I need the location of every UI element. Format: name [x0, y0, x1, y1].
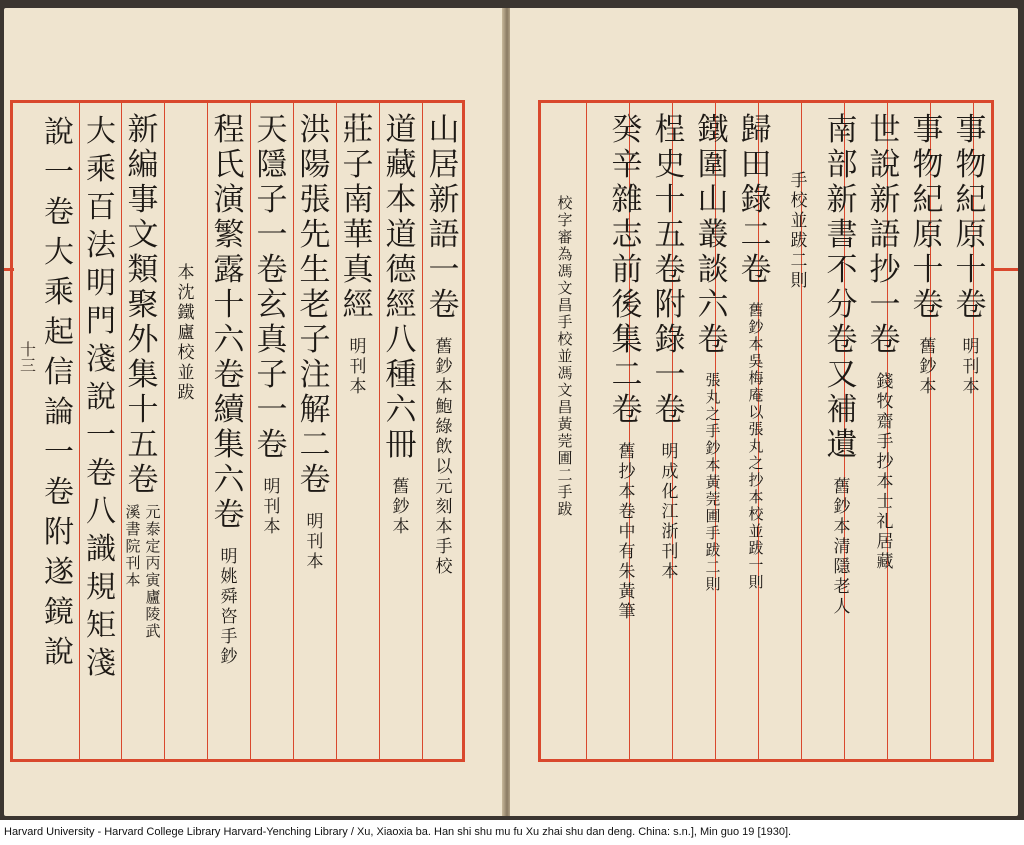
left-text-frame	[10, 100, 465, 762]
entry-title: 莊子南華真經	[342, 112, 374, 323]
entry-title: 事物紀原十卷	[955, 112, 987, 323]
entry-title: 山居新語一卷	[428, 112, 460, 323]
entry-note: 元泰定丙寅廬陵武	[145, 503, 161, 640]
entry-column	[81, 113, 121, 749]
entry-note: 明刊本	[263, 477, 281, 537]
entry-note: 明姚舜咨手鈔	[220, 547, 238, 667]
entry-note: 溪書院刊本	[125, 503, 141, 589]
entry-column	[209, 113, 249, 749]
entry-title: 天隱子一卷玄真子一卷	[256, 112, 288, 463]
entry-note: 錢牧齋手抄本士礼居藏	[876, 372, 894, 572]
entry-column	[908, 113, 948, 749]
entry-column	[736, 113, 776, 749]
entry-note: 舊鈔本	[392, 477, 410, 537]
entry-title: 道藏本道德經八種六冊	[385, 112, 417, 463]
entry-note: 舊鈔本吳梅庵以張丸之抄本校並跋一則	[748, 301, 764, 591]
page-number: 十三	[19, 340, 36, 375]
fold-mark-right	[994, 268, 1018, 271]
entry-title: 事物紀原十卷	[912, 112, 944, 323]
entry-title: 新編事文類聚外集十五卷	[127, 112, 159, 498]
entry-column	[123, 113, 163, 749]
entry-note: 本沈鐵廬校並跋	[177, 263, 195, 403]
entry-column	[779, 113, 819, 749]
entry-column	[865, 113, 905, 749]
entry-title: 桯史十五卷附錄一卷	[654, 112, 686, 428]
entry-note: 舊抄本卷中有朱黃筆	[618, 442, 636, 622]
entry-column	[252, 113, 292, 749]
entry-column	[650, 113, 690, 749]
entry-column	[693, 113, 733, 749]
entry-column	[822, 112, 868, 749]
entry-note: 明刊本	[349, 337, 367, 397]
entry-note: 校字審為馮文昌手校並馮文昌黃莞圃二手跋	[557, 194, 573, 518]
entry-column	[951, 113, 991, 749]
entry-title: 世說新語抄一卷	[869, 112, 901, 358]
entry-note: 張丸之手鈔本黃莞圃手跋二則	[705, 371, 721, 593]
entry-note: 舊鈔本鮑綠飲以元刻本手校	[435, 337, 453, 577]
split-note	[124, 504, 162, 640]
entry-column	[545, 113, 585, 749]
entry-title: 洪陽張先生老子注解二卷	[299, 112, 331, 498]
entry-column	[607, 113, 647, 749]
entry-column	[424, 113, 464, 749]
entry-note: 明刊本	[962, 337, 980, 397]
entry-column	[295, 113, 335, 749]
entry-title: 癸辛雜志前後集二卷	[611, 112, 643, 428]
entry-note: 舊鈔本 清隱老人	[833, 477, 868, 617]
entry-column	[338, 113, 378, 749]
entry-column	[39, 113, 79, 749]
entry-column	[166, 113, 206, 749]
entry-title: 鐵圍山叢談六卷	[697, 112, 729, 358]
entry-note: 舊鈔本	[919, 337, 937, 397]
right-text-frame	[538, 100, 994, 762]
entry-title: 南部新書不分卷又補遺	[826, 112, 858, 463]
entry-column	[381, 113, 421, 749]
image-caption: Harvard University - Harvard College Library Harvard-Yenching Library / Xu, Xiaoxia ba. Han shi shu mu fu Xu zhai shu dan deng. China: s.n.], Min guo 19 [1930].	[4, 826, 792, 838]
entry-title: 歸田錄二卷	[740, 112, 772, 288]
entry-note: 手校並跋二則	[790, 171, 808, 291]
entry-title: 說一卷大乘起信論一卷附遂鏡說	[44, 115, 74, 670]
entry-title: 程氏演繁露十六卷續集六卷	[213, 112, 245, 533]
entry-note: 明成化江浙刊本	[661, 442, 679, 582]
entry-title: 大乘百法明門淺說一卷八識規矩淺	[86, 114, 116, 681]
entry-note: 明刊本	[306, 512, 324, 572]
